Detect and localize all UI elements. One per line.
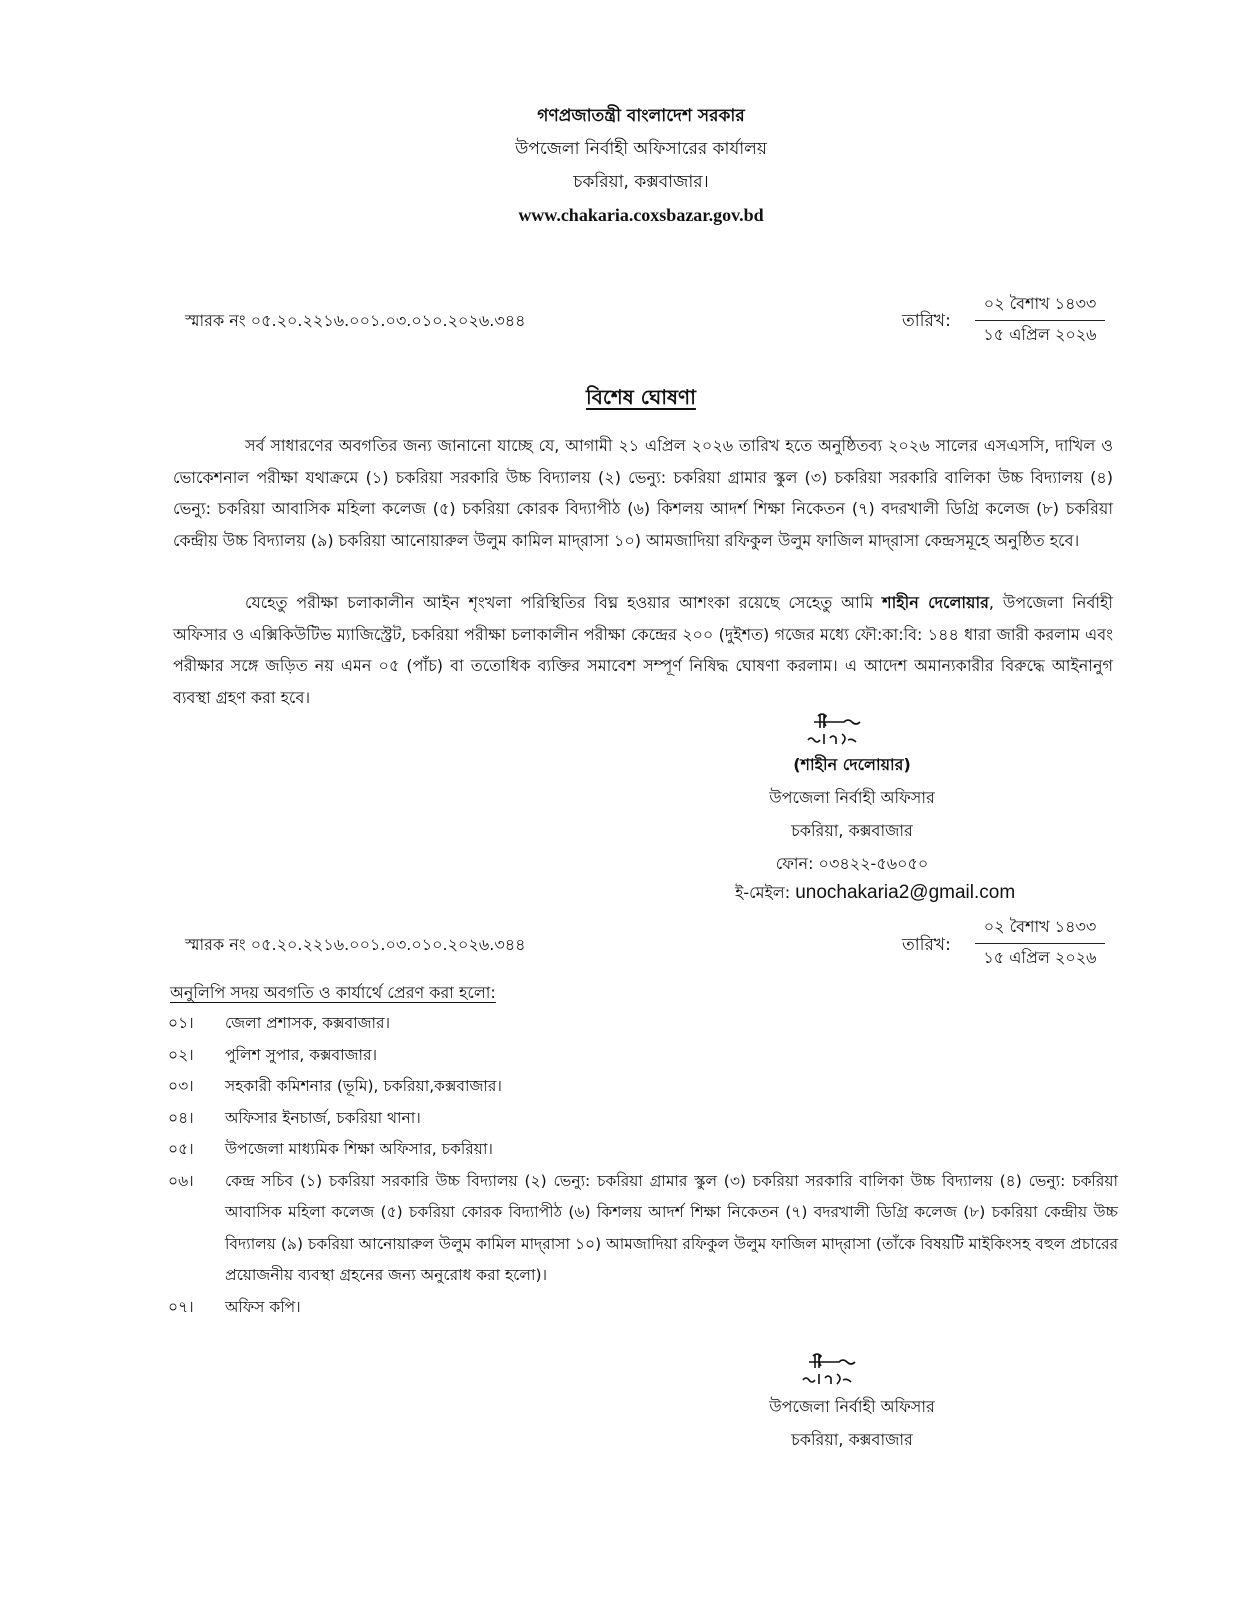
list-item-number: ০৫।: [168, 1140, 194, 1158]
date-bangla: ০২ বৈশাখ ১৪৩৩: [975, 290, 1105, 321]
government-name: গণপ্রজাতন্ত্রী বাংলাদেশ সরকার: [537, 106, 745, 126]
letterhead: [0, 100, 1236, 232]
list-item: [168, 1008, 1118, 1040]
signatory-block: [712, 748, 992, 880]
list-item-number: ০১।: [168, 1014, 194, 1032]
copy-date-bangla: ০২ বৈশাখ ১৪৩৩: [975, 913, 1105, 944]
list-item: [168, 1040, 1118, 1072]
list-item: [168, 1071, 1118, 1103]
list-item-number: ০৭।: [168, 1297, 194, 1316]
signatory-name: (শাহীন দেলোয়ার): [793, 755, 911, 774]
list-item: [168, 1166, 1118, 1292]
list-item: [168, 1134, 1118, 1166]
copy-date-label: তারিখ:: [902, 935, 951, 955]
signature-icon: [795, 1350, 865, 1390]
list-item-number: ০৩।: [168, 1077, 194, 1095]
notice-title-text: বিশেষ ঘোষণা: [586, 385, 696, 409]
list-item-text: জেলা প্রশাসক, কক্সবাজার।: [225, 1014, 391, 1032]
signature-icon: [800, 710, 870, 750]
copy-memo-number: স্মারক নং ০৫.২০.২২১৬.০০১.০৩.০১০.২০২৬.৩৪৪: [185, 935, 526, 954]
email-link[interactable]: unochakaria2@gmail.com: [795, 882, 1016, 903]
list-item: [168, 1103, 1118, 1135]
notice-paragraph-2: [173, 587, 1113, 713]
signatory-phone: ফোন: ০৩৪২২-৫৬০৫০: [775, 854, 929, 873]
memo-date: [975, 290, 1105, 349]
signatory-email-line: [735, 880, 1015, 907]
signatory-designation: উপজেলা নির্বাহী অফিসার: [769, 788, 935, 807]
list-item-text: উপজেলা মাধ্যমিক শিক্ষা অফিসার, চকরিয়া।: [225, 1140, 493, 1158]
paragraph-2-text-a: যেহেতু পরীক্ষা চলাকালীন আইন শৃংখলা পরিস্থিতির বিঘ্ন হওয়ার আশংকা রয়েছে সেহেতু আমি: [245, 593, 883, 612]
office-name: উপজেলা নির্বাহী অফিসারের কার্যালয়: [515, 139, 767, 159]
copy-recipient-list: [168, 1008, 1118, 1323]
paragraph-2-text-b: , উপজেলা নির্বাহী অফিসার ও এক্সিকিউটিভ ম্যাজিস্ট্রেট, চকরিয়া পরীক্ষা চলাকালীন পরীক্ষা কেন্দ্রের ২০০ (দুইশত) গজের মধ্যে ফৌ:কা:বি: ১৪৪ ধারা জারী করলাম এবং পরীক্ষার সঙ্গে জড়িত নয় এমন ০৫ (পাঁচ) বা ততোধিক ব্যক্তির সমাবেশ সম্পূর্ণ নিষিদ্ধ ঘোষণা করলাম। এ আদেশ অমান্যকারীর বিরুদ্ধে আইনানুগ ব্যবস্থা গ্রহণ করা হবে।: [173, 593, 1114, 707]
date-label: তারিখ:: [902, 311, 951, 331]
copy-heading: অনুলিপি সদয় অবগতি ও কার্যার্থে প্রেরণ করা হলো:: [170, 983, 496, 1002]
list-item-text: অফিস কপি।: [225, 1297, 301, 1316]
list-item-text: সহকারী কমিশনার (ভূমি), চকরিয়া,কক্সবাজার।: [225, 1077, 502, 1095]
list-item-text: অফিসার ইনচার্জ, চকরিয়া থানা।: [225, 1108, 421, 1127]
list-item-number: ০২।: [168, 1045, 194, 1064]
memo-number: স্মারক নং ০৫.২০.২২১৬.০০১.০৩.০১০.২০২৬.৩৪৪: [185, 311, 526, 330]
website-link[interactable]: www.chakaria.coxsbazar.gov.bd: [518, 205, 764, 225]
office-location: চকরিয়া, কক্সবাজার।: [573, 172, 709, 192]
list-item-number: ০৪।: [168, 1108, 194, 1127]
copy-signatory-location: চকরিয়া, কক্সবাজার: [791, 1430, 913, 1449]
notice-title: [0, 383, 1236, 416]
copy-signatory-designation: উপজেলা নির্বাহী অফিসার: [769, 1397, 935, 1416]
copy-signatory-block: [712, 1390, 992, 1456]
email-label: ই-মেইল:: [735, 883, 791, 902]
list-item-text: পুলিশ সুপার, কক্সবাজার।: [225, 1045, 378, 1064]
paragraph-1-text: সর্ব সাধারণের অবগতির জন্য জানানো যাচ্ছে যে, আগামী ২১ এপ্রিল ২০২৬ তারিখ হতে অনুষ্ঠিতব্য ২০২৬ সালের এসএসসি, দাখিল ও ভোকেশনাল পরীক্ষা যথাক্রমে (১) চকরিয়া সরকারি উচ্চ বিদ্যালয় (২) ভেন্যু: চকরিয়া গ্রামার স্কুল (৩) চকরিয়া সরকারি বালিকা উচ্চ বিদ্যালয় (৪) ভেন্যু: চকরিয়া আবাসিক মহিলা কলেজ (৫) চকরিয়া কোরক বিদ্যাপীঠ (৬) কিশলয় আদর্শ শিক্ষা নিকেতন (৭) বদরখালী ডিগ্রি কলেজ (৮) চকরিয়া কেন্দ্রীয় উচ্চ বিদ্যালয় (৯) চকরিয়া আনোয়ারুল উলুম কামিল মাদ্‌রাসা ১০) আমজাদিয়া রফিকুল উলুম ফাজিল মাদ্‌রাসা কেন্দ্রসমূহে অনুষ্ঠিত হবে।: [173, 436, 1113, 550]
list-item-text: কেন্দ্র সচিব (১) চকরিয়া সরকারি উচ্চ বিদ্যালয় (২) ভেন্যু: চকরিয়া গ্রামার স্কুল (৩) চকরিয়া সরকারি বালিকা উচ্চ বিদ্যালয় (৪) ভেন্যু: চকরিয়া আবাসিক মহিলা কলেজ (৫) চকরিয়া কোরক বিদ্যাপীঠ (৬) কিশলয় আদর্শ শিক্ষা নিকেতন (৭) বদরখালী ডিগ্রি কলেজ (৮) চকরিয়া কেন্দ্রীয় উচ্চ বিদ্যালয় (৯) চকরিয়া আনোয়ারুল উলুম কামিল মাদ্‌রাসা ১০) আমজাদিয়া রফিকুল উলুম ফাজিল মাদ্‌রাসা (তাঁকে বিষয়টি মাইকিংসহ বহুল প্রচারের প্রয়োজনীয় ব্যবস্থা গ্রহনের জন্য অনুরোধ করা হলো)।: [225, 1171, 1118, 1284]
signatory-location: চকরিয়া, কক্সবাজার: [791, 821, 913, 840]
copy-date: [975, 913, 1105, 972]
list-item: [168, 1292, 1118, 1324]
list-item-number: ০৬।: [168, 1171, 194, 1190]
officer-name-bold: শাহীন দেলোয়ার: [882, 593, 989, 612]
date-gregorian: ১৫ এপ্রিল ২০২৬: [983, 325, 1097, 344]
copy-date-gregorian: ১৫ এপ্রিল ২০২৬: [983, 948, 1097, 967]
notice-paragraph-1: [173, 430, 1113, 556]
